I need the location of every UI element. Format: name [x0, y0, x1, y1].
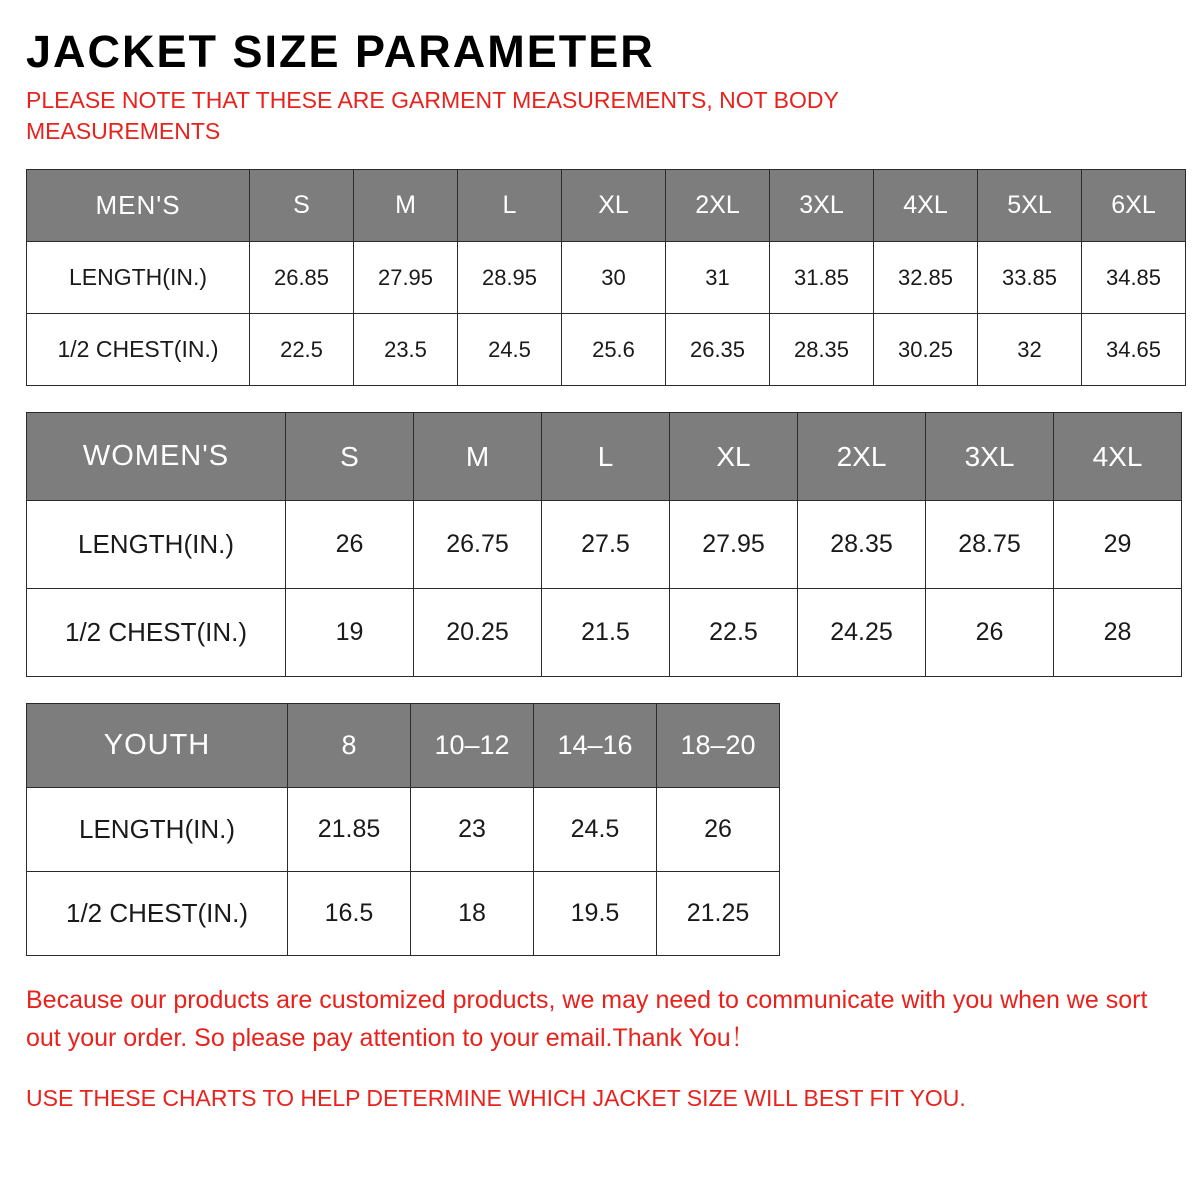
cell-value: 32	[978, 314, 1082, 386]
cell-value: 25.6	[562, 314, 666, 386]
cell-value: 21.25	[657, 872, 780, 956]
cell-value: 28.35	[798, 501, 926, 589]
cell-value: 26	[657, 788, 780, 872]
cell-value: 18	[411, 872, 534, 956]
womens-table-label: WOMEN'S	[27, 413, 286, 501]
table-row	[27, 242, 1186, 314]
cell-value: 24.25	[798, 589, 926, 677]
table-row	[27, 170, 1186, 242]
womens-size-header: S	[286, 413, 414, 501]
chart-usage-notice: USE THESE CHARTS TO HELP DETERMINE WHICH JACKET SIZE WILL BEST FIT YOU.	[26, 1085, 966, 1112]
cell-value: 32.85	[874, 242, 978, 314]
cell-value: 28.95	[458, 242, 562, 314]
cell-value: 26	[286, 501, 414, 589]
row-label: LENGTH(IN.)	[27, 788, 288, 872]
youth-size-header: 8	[288, 704, 411, 788]
cell-value: 24.5	[534, 788, 657, 872]
cell-value: 24.5	[458, 314, 562, 386]
mens-size-header: XL	[562, 170, 666, 242]
table-row	[27, 872, 780, 956]
cell-value: 29	[1054, 501, 1182, 589]
cell-value: 21.85	[288, 788, 411, 872]
row-label: 1/2 CHEST(IN.)	[27, 872, 288, 956]
customization-notice: Because our products are customized products, we may need to communicate with you when we sort out your order. So please pay attention to your email.Thank You！	[26, 986, 1148, 1052]
mens-size-table	[26, 169, 1186, 386]
cell-value: 26.35	[666, 314, 770, 386]
cell-value: 27.95	[354, 242, 458, 314]
womens-size-header: 2XL	[798, 413, 926, 501]
table-row	[27, 589, 1182, 677]
womens-size-header: 4XL	[1054, 413, 1182, 501]
measurement-note: PLEASE NOTE THAT THESE ARE GARMENT MEASUREMENTS, NOT BODY MEASUREMENTS	[26, 87, 839, 145]
mens-size-header: 3XL	[770, 170, 874, 242]
page-title: JACKET SIZE PARAMETER	[26, 26, 655, 77]
cell-value: 16.5	[288, 872, 411, 956]
table-row	[27, 704, 780, 788]
youth-table-label: YOUTH	[27, 704, 288, 788]
mens-size-header: 2XL	[666, 170, 770, 242]
row-label: 1/2 CHEST(IN.)	[27, 589, 286, 677]
womens-size-header: M	[414, 413, 542, 501]
cell-value: 27.95	[670, 501, 798, 589]
cell-value: 22.5	[670, 589, 798, 677]
mens-size-header: 5XL	[978, 170, 1082, 242]
womens-size-header: L	[542, 413, 670, 501]
youth-size-header: 10–12	[411, 704, 534, 788]
cell-value: 34.65	[1082, 314, 1186, 386]
womens-size-header: XL	[670, 413, 798, 501]
youth-size-header: 18–20	[657, 704, 780, 788]
cell-value: 31.85	[770, 242, 874, 314]
cell-value: 21.5	[542, 589, 670, 677]
cell-value: 20.25	[414, 589, 542, 677]
cell-value: 26.85	[250, 242, 354, 314]
mens-size-header: 4XL	[874, 170, 978, 242]
table-row	[27, 501, 1182, 589]
cell-value: 23	[411, 788, 534, 872]
mens-size-header: L	[458, 170, 562, 242]
cell-value: 28.35	[770, 314, 874, 386]
cell-value: 28.75	[926, 501, 1054, 589]
youth-size-table	[26, 703, 780, 956]
womens-size-header: 3XL	[926, 413, 1054, 501]
cell-value: 26.75	[414, 501, 542, 589]
cell-value: 30	[562, 242, 666, 314]
table-row	[27, 788, 780, 872]
cell-value: 19	[286, 589, 414, 677]
cell-value: 23.5	[354, 314, 458, 386]
cell-value: 33.85	[978, 242, 1082, 314]
mens-size-header: S	[250, 170, 354, 242]
table-row	[27, 413, 1182, 501]
mens-size-header: M	[354, 170, 458, 242]
cell-value: 22.5	[250, 314, 354, 386]
cell-value: 19.5	[534, 872, 657, 956]
row-label: LENGTH(IN.)	[27, 501, 286, 589]
cell-value: 27.5	[542, 501, 670, 589]
cell-value: 28	[1054, 589, 1182, 677]
cell-value: 26	[926, 589, 1054, 677]
cell-value: 30.25	[874, 314, 978, 386]
cell-value: 31	[666, 242, 770, 314]
table-row	[27, 314, 1186, 386]
youth-size-header: 14–16	[534, 704, 657, 788]
mens-table-label: MEN'S	[27, 170, 250, 242]
mens-size-header: 6XL	[1082, 170, 1186, 242]
row-label: LENGTH(IN.)	[27, 242, 250, 314]
cell-value: 34.85	[1082, 242, 1186, 314]
womens-size-table	[26, 412, 1182, 677]
row-label: 1/2 CHEST(IN.)	[27, 314, 250, 386]
